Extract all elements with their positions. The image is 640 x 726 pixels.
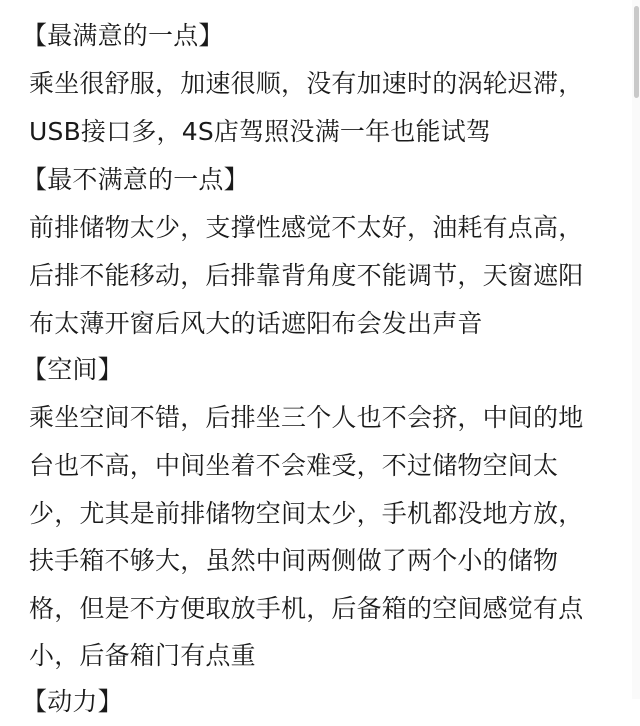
- paragraph-line: 小，后备箱门有点重: [29, 641, 256, 670]
- paragraph-line: 乘坐很舒服，加速很顺，没有加速时的涡轮迟滞，: [29, 69, 584, 98]
- paragraph-line: 台也不高，中间坐着不会难受，不过储物空间太: [29, 451, 559, 480]
- paragraph-line: 布太薄开窗后风大的话遮阳布会发出声音: [29, 309, 483, 338]
- scrollbar-thumb[interactable]: [634, 6, 639, 98]
- paragraph-line: 乘坐空间不错，后排坐三个人也不会挤，中间的地: [29, 403, 584, 432]
- paragraph-line: 格，但是不方便取放手机，后备箱的空间感觉有点: [29, 594, 584, 623]
- paragraph-line: 扶手箱不够大，虽然中间两侧做了两个小的储物: [29, 546, 559, 575]
- section-heading-most-satisfied: 【最满意的一点】: [22, 21, 224, 50]
- paragraph-line: 少，尤其是前排储物空间太少，手机都没地方放，: [29, 499, 584, 528]
- paragraph-line: USB接口多，4S店驾照没满一年也能试驾: [29, 117, 492, 146]
- scrollbar[interactable]: [632, 0, 640, 699]
- section-heading-power: 【动力】: [22, 687, 123, 716]
- paragraph-line: 前排储物太少，支撑性感觉不太好，油耗有点高，: [29, 213, 584, 242]
- paragraph-line: 后排不能移动，后排靠背角度不能调节，天窗遮阳: [29, 261, 584, 290]
- section-heading-space: 【空间】: [22, 355, 123, 384]
- section-heading-least-satisfied: 【最不满意的一点】: [22, 165, 249, 194]
